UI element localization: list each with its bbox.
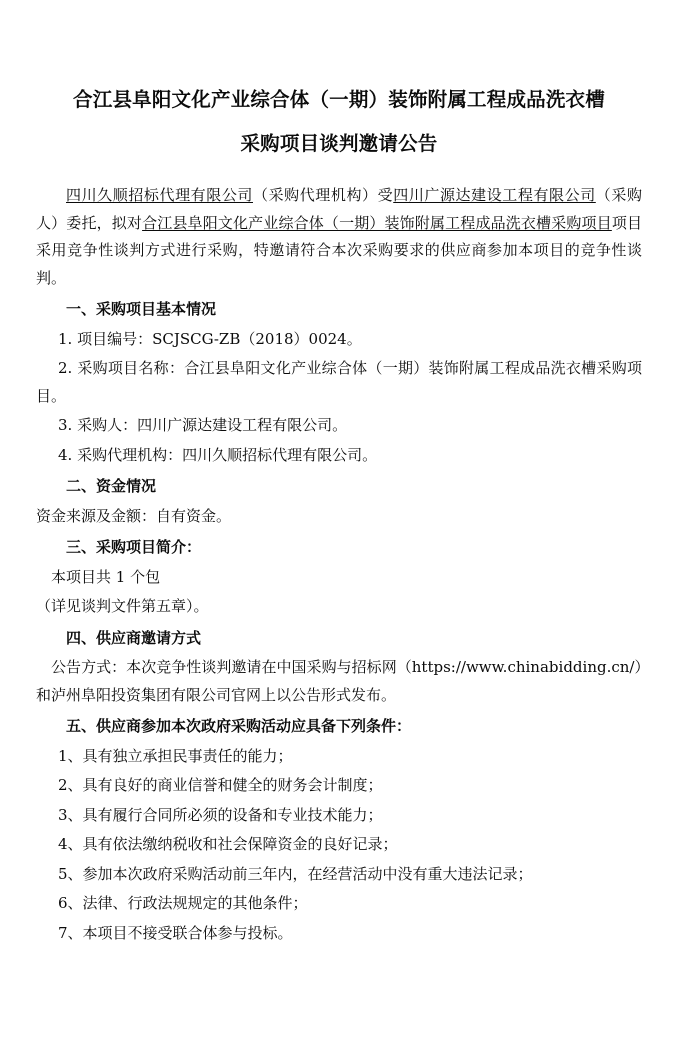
section-5-item-1: 1、具有独立承担民事责任的能力； bbox=[58, 746, 293, 765]
section-heading-1: 一、采购项目基本情况 bbox=[66, 300, 217, 318]
intro-purchaser: 四川广源达建设工程有限公司 bbox=[393, 186, 596, 204]
document-body bbox=[36, 182, 642, 947]
section-5-item-7: 7、本项目不接受联合体参与投标。 bbox=[58, 923, 293, 942]
section-5-item-6: 6、法律、行政法规规定的其他条件； bbox=[58, 894, 308, 912]
intro-purchaser-suffix: （采购人）委托，拟对 bbox=[36, 186, 642, 232]
section-5-item-2: 2、具有良好的商业信誉和健全的财务会计制度； bbox=[58, 776, 383, 794]
section-heading-3: 三、采购项目简介： bbox=[66, 538, 202, 556]
page-title-line-1: 合江县阜阳文化产业综合体（一期）装饰附属工程成品洗衣槽 bbox=[73, 88, 605, 111]
section-heading-5: 五、供应商参加本次政府采购活动应具备下列条件： bbox=[66, 717, 412, 735]
intro-paragraph bbox=[36, 182, 642, 292]
section-heading-4: 四、供应商邀请方式 bbox=[66, 628, 202, 647]
intro-project-name: 合江县阜阳文化产业综合体（一期）装饰附属工程成品洗衣槽采购项目 bbox=[142, 213, 612, 232]
intro-agency: 四川久顺招标代理有限公司 bbox=[66, 186, 253, 204]
section-1-item-3: 3. 采购人：四川广源达建设工程有限公司。 bbox=[58, 416, 348, 434]
section-1-item-1: 1. 项目编号：SCJSCG-ZB（2018）0024。 bbox=[58, 329, 362, 348]
intro-tail: 项目采用竞争性谈判方式进行采购，特邀请符合本次采购要求的供应商参加本项目的竞争性谈判。 bbox=[36, 213, 642, 287]
section-heading-2: 二、资金情况 bbox=[66, 477, 157, 495]
section-5-item-3: 3、具有履行合同所必须的设备和专业技术能力； bbox=[58, 805, 383, 824]
section-5-item-4: 4、具有依法缴纳税收和社会保障资金的良好记录； bbox=[58, 835, 398, 853]
section-2-item-1: 资金来源及金额：自有资金。 bbox=[36, 506, 232, 525]
section-5-item-5: 5、参加本次政府采购活动前三年内，在经营活动中没有重大违法记录； bbox=[58, 864, 533, 883]
section-4-item-1: 公告方式：本次竞争性谈判邀请在中国采购与招标网（https://www.chinabidding.cn/）和泸州阜阳投资集团有限公司官网上以公告形式发布。 bbox=[36, 658, 642, 704]
section-1-item-2: 2. 采购项目名称：合江县阜阳文化产业综合体（一期）装饰附属工程成品洗衣槽采购项目。 bbox=[36, 359, 642, 405]
intro-agency-suffix: （采购代理机构）受 bbox=[252, 186, 394, 204]
page-title-line-2: 采购项目谈判邀请公告 bbox=[240, 132, 438, 155]
section-3-item-1: 本项目共 1 个包 bbox=[51, 567, 161, 586]
section-3-item-2: （详见谈判文件第五章）。 bbox=[36, 597, 209, 615]
page-title bbox=[36, 78, 642, 166]
section-1-item-4: 4. 采购代理机构：四川久顺招标代理有限公司。 bbox=[58, 445, 378, 464]
